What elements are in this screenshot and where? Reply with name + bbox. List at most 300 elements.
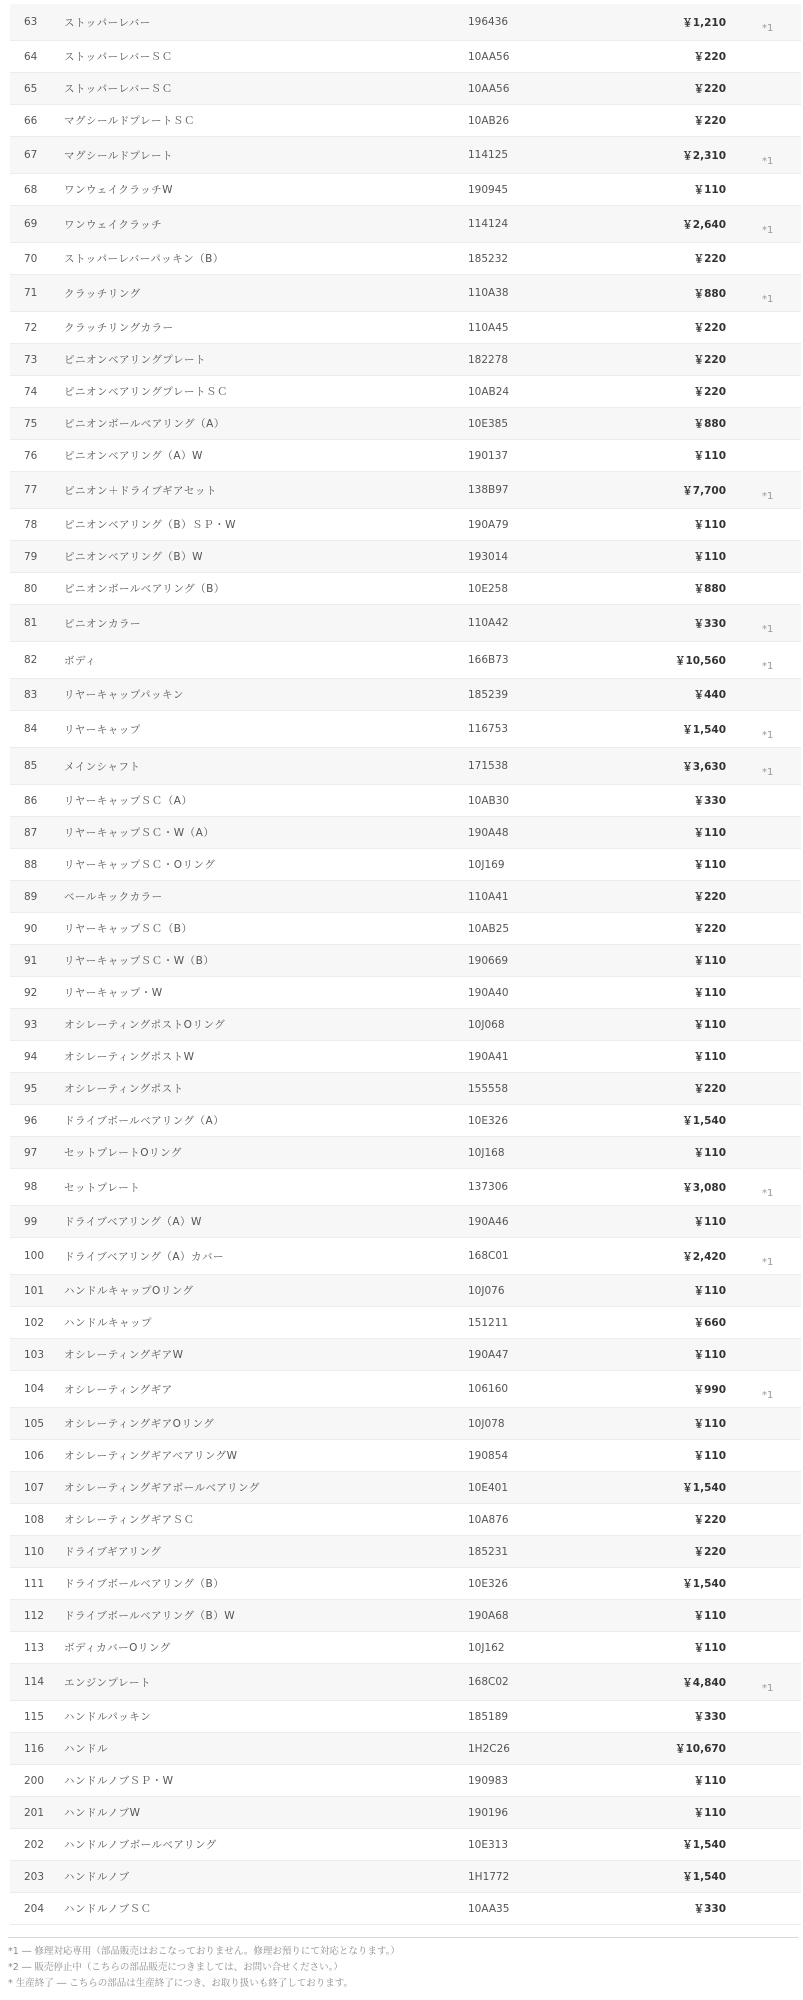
part-name: ボディ	[64, 654, 97, 667]
table-row	[10, 1664, 801, 1701]
table-row	[10, 1169, 801, 1206]
part-number: 75	[24, 417, 38, 430]
table-row	[10, 376, 801, 408]
part-name: ハンドル	[64, 1743, 108, 1755]
table-row	[10, 440, 801, 472]
part-price: ￥10,560	[674, 654, 726, 667]
part-price: ￥110	[693, 987, 726, 999]
part-number: 100	[24, 1250, 45, 1262]
table-row	[10, 1472, 801, 1504]
part-number: 70	[24, 252, 38, 265]
table-row	[10, 945, 801, 977]
table-row	[10, 509, 801, 541]
part-number: 71	[24, 287, 38, 299]
part-code: 185231	[468, 1545, 509, 1558]
part-name: ハンドルキャップ	[64, 1317, 152, 1329]
part-name: ハンドルノブＳＰ・W	[64, 1775, 174, 1787]
part-name: ストッパーレバーＳＣ	[64, 83, 173, 95]
part-number: 68	[24, 183, 38, 196]
part-price: ￥110	[693, 859, 726, 871]
part-code: 151211	[468, 1316, 509, 1329]
part-number: 106	[24, 1449, 45, 1462]
part-name: ピニオンベアリング（A）W	[64, 450, 203, 462]
part-name: ハンドルパッキン	[64, 1711, 152, 1723]
table-row	[10, 605, 801, 642]
part-code: 193014	[468, 550, 509, 563]
part-name: オシレーティングギアOリング	[64, 1418, 215, 1430]
part-number: 84	[24, 723, 38, 735]
part-name: セットプレート	[64, 1181, 141, 1194]
part-price: ￥330	[693, 1711, 726, 1723]
part-name: リヤーキャップＳＣ・W（B）	[64, 955, 215, 967]
footnote-1: *1 ― 修理対応専用（部品販売はおこなっておりません。修理お預りにて対応となります。）	[8, 1946, 400, 1957]
part-code: 10AB26	[468, 114, 510, 127]
part-number: 95	[24, 1082, 38, 1095]
part-number: 85	[24, 760, 38, 772]
part-price: ￥110	[693, 1610, 726, 1622]
part-code: 190A79	[468, 518, 509, 531]
part-name: ドライブボールベアリング（B）	[64, 1578, 225, 1590]
part-price: ￥110	[693, 1019, 726, 1031]
part-code: 110A42	[468, 617, 509, 629]
part-code: 190137	[468, 449, 509, 462]
part-name: ストッパーレバーＳＣ	[64, 51, 173, 63]
part-price: ￥2,640	[682, 218, 726, 231]
part-price: ￥330	[693, 617, 726, 630]
part-name: オシレーティングポストW	[64, 1051, 195, 1063]
part-number: 72	[24, 321, 38, 334]
part-note: *1	[762, 1187, 774, 1199]
part-code: 190A41	[468, 1050, 509, 1063]
part-code: 114124	[468, 218, 509, 230]
table-row	[10, 1137, 801, 1169]
part-number: 67	[24, 149, 38, 161]
part-code: 190983	[468, 1774, 509, 1787]
part-note: *1	[762, 623, 774, 635]
part-price: ￥220	[693, 891, 726, 903]
part-price: ￥330	[693, 1903, 726, 1915]
part-number: 79	[24, 550, 38, 563]
table-row	[10, 1861, 801, 1893]
table-row	[10, 1275, 801, 1307]
part-price: ￥220	[693, 83, 726, 95]
part-name: リヤーキャップ・W	[64, 987, 163, 999]
table-row	[10, 137, 801, 174]
part-name: ベールキックカラー	[64, 891, 163, 903]
part-code: 10AB30	[468, 794, 510, 807]
part-number: 96	[24, 1114, 38, 1127]
table-row	[10, 1206, 801, 1238]
part-price: ￥3,630	[682, 760, 726, 773]
part-price: ￥220	[693, 1083, 726, 1095]
part-price: ￥3,080	[682, 1181, 726, 1194]
part-price: ￥220	[693, 1546, 726, 1558]
parts-table	[10, 4, 801, 1925]
part-name: クラッチリングカラー	[64, 322, 174, 334]
table-row	[10, 1238, 801, 1275]
part-price: ￥110	[693, 1450, 726, 1462]
part-name: オシレーティングポストOリング	[64, 1019, 226, 1031]
part-code: 10AB24	[468, 385, 510, 398]
part-number: 81	[24, 617, 38, 629]
part-price: ￥10,670	[674, 1743, 726, 1755]
part-code: 10J078	[468, 1417, 505, 1430]
part-price: ￥1,540	[682, 1871, 726, 1883]
part-name: リヤーキャップＳＣ・Oリング	[64, 859, 216, 871]
table-row	[10, 4, 801, 41]
part-name: ピニオンベアリングプレート	[64, 354, 206, 366]
table-row	[10, 1829, 801, 1861]
part-price: ￥4,840	[682, 1676, 726, 1689]
part-code: 110A45	[468, 321, 509, 334]
part-code: 138B97	[468, 484, 509, 496]
part-name: オシレーティングポスト	[64, 1083, 184, 1095]
footnote-3: * 生産終了 ― こちらの部品は生産終了につき、お取り扱いも終了しております。	[8, 1978, 353, 1989]
part-number: 63	[24, 16, 38, 28]
part-code: 10J169	[468, 858, 505, 871]
part-number: 200	[24, 1774, 45, 1787]
part-name: ピニオンベアリングプレートＳＣ	[64, 386, 228, 398]
part-note: *1	[762, 1256, 774, 1268]
table-row	[10, 1893, 801, 1925]
part-price: ￥220	[693, 253, 726, 265]
part-number: 111	[24, 1577, 45, 1590]
table-row	[10, 817, 801, 849]
part-number: 87	[24, 826, 38, 839]
table-row	[10, 785, 801, 817]
part-number: 77	[24, 484, 38, 496]
part-name: ドライブボールベアリング（B）W	[64, 1610, 236, 1622]
part-note: *1	[762, 660, 774, 672]
part-price: ￥110	[693, 450, 726, 462]
part-code: 10E385	[468, 417, 509, 430]
table-row	[10, 1600, 801, 1632]
part-price: ￥220	[693, 354, 726, 366]
part-number: 201	[24, 1806, 45, 1819]
part-code: 190196	[468, 1806, 509, 1819]
part-code: 110A38	[468, 287, 509, 299]
table-row	[10, 1568, 801, 1600]
part-name: リヤーキャップ	[64, 723, 141, 736]
part-note: *1	[762, 729, 774, 741]
part-note: *1	[762, 22, 774, 34]
table-row	[10, 344, 801, 376]
part-number: 78	[24, 518, 38, 531]
part-code: 10E326	[468, 1577, 509, 1590]
table-row	[10, 573, 801, 605]
table-row	[10, 1408, 801, 1440]
part-price: ￥660	[693, 1317, 726, 1329]
part-name: ドライブギアリング	[64, 1546, 162, 1558]
table-row	[10, 711, 801, 748]
part-code: 110A41	[468, 890, 509, 903]
part-code: 10A876	[468, 1513, 509, 1526]
part-name: リヤーキャップパッキン	[64, 689, 184, 701]
part-name: ワンウェイクラッチW	[64, 184, 174, 196]
part-price: ￥220	[693, 386, 726, 398]
part-price: ￥110	[693, 1216, 726, 1228]
part-code: 10E326	[468, 1114, 509, 1127]
table-row	[10, 312, 801, 344]
part-name: ドライブボールベアリング（A）	[64, 1115, 225, 1127]
table-row	[10, 977, 801, 1009]
part-number: 94	[24, 1050, 38, 1063]
part-number: 91	[24, 954, 38, 967]
part-code: 114125	[468, 149, 509, 161]
part-price: ￥7,700	[682, 484, 726, 497]
table-row	[10, 1701, 801, 1733]
part-code: 10AA56	[468, 82, 510, 95]
part-price: ￥1,210	[682, 16, 726, 29]
part-code: 1H2C26	[468, 1742, 510, 1755]
table-row	[10, 1339, 801, 1371]
table-row	[10, 472, 801, 509]
part-code: 10J076	[468, 1284, 505, 1297]
part-price: ￥880	[693, 418, 726, 430]
part-number: 113	[24, 1641, 45, 1654]
part-name: ハンドルノブＳＣ	[64, 1903, 152, 1915]
part-price: ￥2,310	[682, 149, 726, 162]
table-row	[10, 73, 801, 105]
part-price: ￥110	[693, 1349, 726, 1361]
table-row	[10, 174, 801, 206]
part-price: ￥220	[693, 1514, 726, 1526]
part-name: ピニオンベアリング（B）ＳＰ・W	[64, 519, 236, 531]
part-name: リヤーキャップＳＣ・W（A）	[64, 827, 215, 839]
part-code: 190A68	[468, 1609, 509, 1622]
part-name: リヤーキャップＳＣ（B）	[64, 923, 193, 935]
part-number: 73	[24, 353, 38, 366]
table-row	[10, 642, 801, 679]
part-note: *1	[762, 490, 774, 502]
part-price: ￥110	[693, 1775, 726, 1787]
part-name: ハンドルノブボールベアリング	[64, 1839, 217, 1851]
part-number: 83	[24, 688, 38, 701]
part-price: ￥990	[693, 1383, 726, 1396]
part-name: オシレーティングギアベアリングW	[64, 1450, 238, 1462]
part-number: 97	[24, 1146, 38, 1159]
part-price: ￥110	[693, 827, 726, 839]
part-code: 185239	[468, 688, 509, 701]
part-number: 64	[24, 50, 38, 63]
table-row	[10, 408, 801, 440]
part-name: ピニオンベアリング（B）W	[64, 551, 203, 563]
part-number: 203	[24, 1870, 45, 1883]
part-code: 137306	[468, 1181, 509, 1193]
part-name: ハンドルキャップOリング	[64, 1285, 194, 1297]
part-name: オシレーティングギアＳＣ	[64, 1514, 195, 1526]
part-note: *1	[762, 1682, 774, 1694]
part-code: 10E401	[468, 1481, 509, 1494]
part-name: ピニオンカラー	[64, 617, 141, 630]
part-name: オシレーティングギアW	[64, 1349, 184, 1361]
table-row	[10, 541, 801, 573]
part-code: 10AB25	[468, 922, 510, 935]
table-row	[10, 1041, 801, 1073]
part-code: 171538	[468, 760, 509, 772]
part-note: *1	[762, 1389, 774, 1401]
part-number: 204	[24, 1902, 45, 1915]
part-code: 10J168	[468, 1146, 505, 1159]
part-number: 110	[24, 1545, 45, 1558]
part-price: ￥1,540	[682, 1115, 726, 1127]
part-name: ハンドルノブW	[64, 1807, 141, 1819]
table-row	[10, 881, 801, 913]
part-number: 202	[24, 1838, 45, 1851]
part-note: *1	[762, 766, 774, 778]
part-number: 89	[24, 890, 38, 903]
table-row	[10, 1765, 801, 1797]
part-name: ストッパーレバー	[64, 16, 151, 29]
part-price: ￥880	[693, 583, 726, 595]
part-name: リヤーキャップＳＣ（A）	[64, 795, 193, 807]
part-number: 86	[24, 794, 38, 807]
part-number: 115	[24, 1710, 45, 1723]
part-name: クラッチリング	[64, 287, 141, 300]
part-price: ￥220	[693, 322, 726, 334]
part-number: 98	[24, 1181, 38, 1193]
part-price: ￥110	[693, 1285, 726, 1297]
part-name: マグシールドプレートＳＣ	[64, 115, 196, 127]
part-number: 102	[24, 1316, 45, 1329]
part-name: オシレーティングギアボールベアリング	[64, 1482, 260, 1494]
part-number: 76	[24, 449, 38, 462]
part-price: ￥330	[693, 795, 726, 807]
part-number: 74	[24, 385, 38, 398]
part-price: ￥110	[693, 1807, 726, 1819]
part-number: 116	[24, 1742, 45, 1755]
part-price: ￥110	[693, 1418, 726, 1430]
part-price: ￥110	[693, 1147, 726, 1159]
part-code: 106160	[468, 1383, 509, 1395]
part-name: ピニオン＋ドライブギアセット	[64, 484, 217, 497]
part-code: 168C02	[468, 1676, 509, 1688]
table-row	[10, 105, 801, 137]
part-name: ボディカバーOリング	[64, 1642, 171, 1654]
part-code: 190854	[468, 1449, 509, 1462]
part-code: 190669	[468, 954, 509, 967]
table-row	[10, 679, 801, 711]
part-code: 166B73	[468, 654, 509, 666]
table-row	[10, 1307, 801, 1339]
part-code: 10E258	[468, 582, 509, 595]
part-note: *1	[762, 224, 774, 236]
part-price: ￥110	[693, 1642, 726, 1654]
part-price: ￥1,540	[682, 723, 726, 736]
part-code: 116753	[468, 723, 509, 735]
part-code: 155558	[468, 1082, 509, 1095]
footnote-2: *2 ― 販売停止中（こちらの部品販売につきましては、お問い合せください。）	[8, 1962, 343, 1973]
part-price: ￥110	[693, 551, 726, 563]
part-note: *1	[762, 155, 774, 167]
part-code: 10J068	[468, 1018, 505, 1031]
table-row	[10, 1632, 801, 1664]
part-number: 65	[24, 82, 38, 95]
part-number: 101	[24, 1284, 45, 1297]
table-row	[10, 1105, 801, 1137]
table-row	[10, 275, 801, 312]
part-price: ￥880	[693, 287, 726, 300]
part-name: メインシャフト	[64, 760, 141, 773]
part-code: 185189	[468, 1710, 509, 1723]
part-price: ￥110	[693, 519, 726, 531]
table-row	[10, 1536, 801, 1568]
part-price: ￥110	[693, 1051, 726, 1063]
part-code: 10AA56	[468, 50, 510, 63]
part-code: 190945	[468, 183, 509, 196]
part-code: 1H1772	[468, 1870, 510, 1883]
footnotes	[8, 1937, 798, 1992]
part-number: 88	[24, 858, 38, 871]
part-name: ストッパーレバーパッキン（B）	[64, 253, 224, 265]
part-price: ￥1,540	[682, 1578, 726, 1590]
part-code: 168C01	[468, 1250, 509, 1262]
part-price: ￥1,540	[682, 1482, 726, 1494]
table-row	[10, 41, 801, 73]
table-row	[10, 243, 801, 275]
part-number: 90	[24, 922, 38, 935]
part-number: 103	[24, 1348, 45, 1361]
table-row	[10, 1073, 801, 1105]
part-name: セットプレートOリング	[64, 1147, 182, 1159]
table-row	[10, 1371, 801, 1408]
part-price: ￥110	[693, 184, 726, 196]
part-note: *1	[762, 293, 774, 305]
part-number: 104	[24, 1383, 45, 1395]
part-code: 10E313	[468, 1838, 509, 1851]
part-name: マグシールドプレート	[64, 149, 174, 162]
table-row	[10, 1440, 801, 1472]
part-name: ピニオンボールベアリング（B）	[64, 583, 225, 595]
part-code: 182278	[468, 353, 509, 366]
part-code: 10J162	[468, 1641, 505, 1654]
part-code: 196436	[468, 16, 509, 28]
part-number: 66	[24, 114, 38, 127]
part-number: 80	[24, 582, 38, 595]
part-price: ￥220	[693, 115, 726, 127]
part-price: ￥110	[693, 955, 726, 967]
part-number: 107	[24, 1481, 45, 1494]
part-number: 108	[24, 1513, 45, 1526]
table-row	[10, 1009, 801, 1041]
part-code: 190A40	[468, 986, 509, 999]
part-code: 190A48	[468, 826, 509, 839]
part-name: エンジンプレート	[64, 1676, 152, 1689]
part-name: ドライブベアリング（A）カバー	[64, 1250, 225, 1263]
part-number: 114	[24, 1676, 45, 1688]
part-number: 69	[24, 218, 38, 230]
part-number: 92	[24, 986, 38, 999]
part-price: ￥220	[693, 51, 726, 63]
table-row	[10, 748, 801, 785]
table-row	[10, 849, 801, 881]
part-name: オシレーティングギア	[64, 1383, 173, 1396]
part-code: 185232	[468, 252, 509, 265]
part-price: ￥2,420	[682, 1250, 726, 1263]
part-name: ドライブベアリング（A）W	[64, 1216, 202, 1228]
part-price: ￥440	[693, 689, 726, 701]
part-number: 93	[24, 1018, 38, 1031]
table-row	[10, 206, 801, 243]
table-row	[10, 1733, 801, 1765]
table-row	[10, 913, 801, 945]
part-number: 99	[24, 1215, 38, 1228]
part-code: 10AA35	[468, 1902, 510, 1915]
table-row	[10, 1504, 801, 1536]
part-number: 82	[24, 654, 38, 666]
part-code: 190A47	[468, 1348, 509, 1361]
part-code: 190A46	[468, 1215, 509, 1228]
